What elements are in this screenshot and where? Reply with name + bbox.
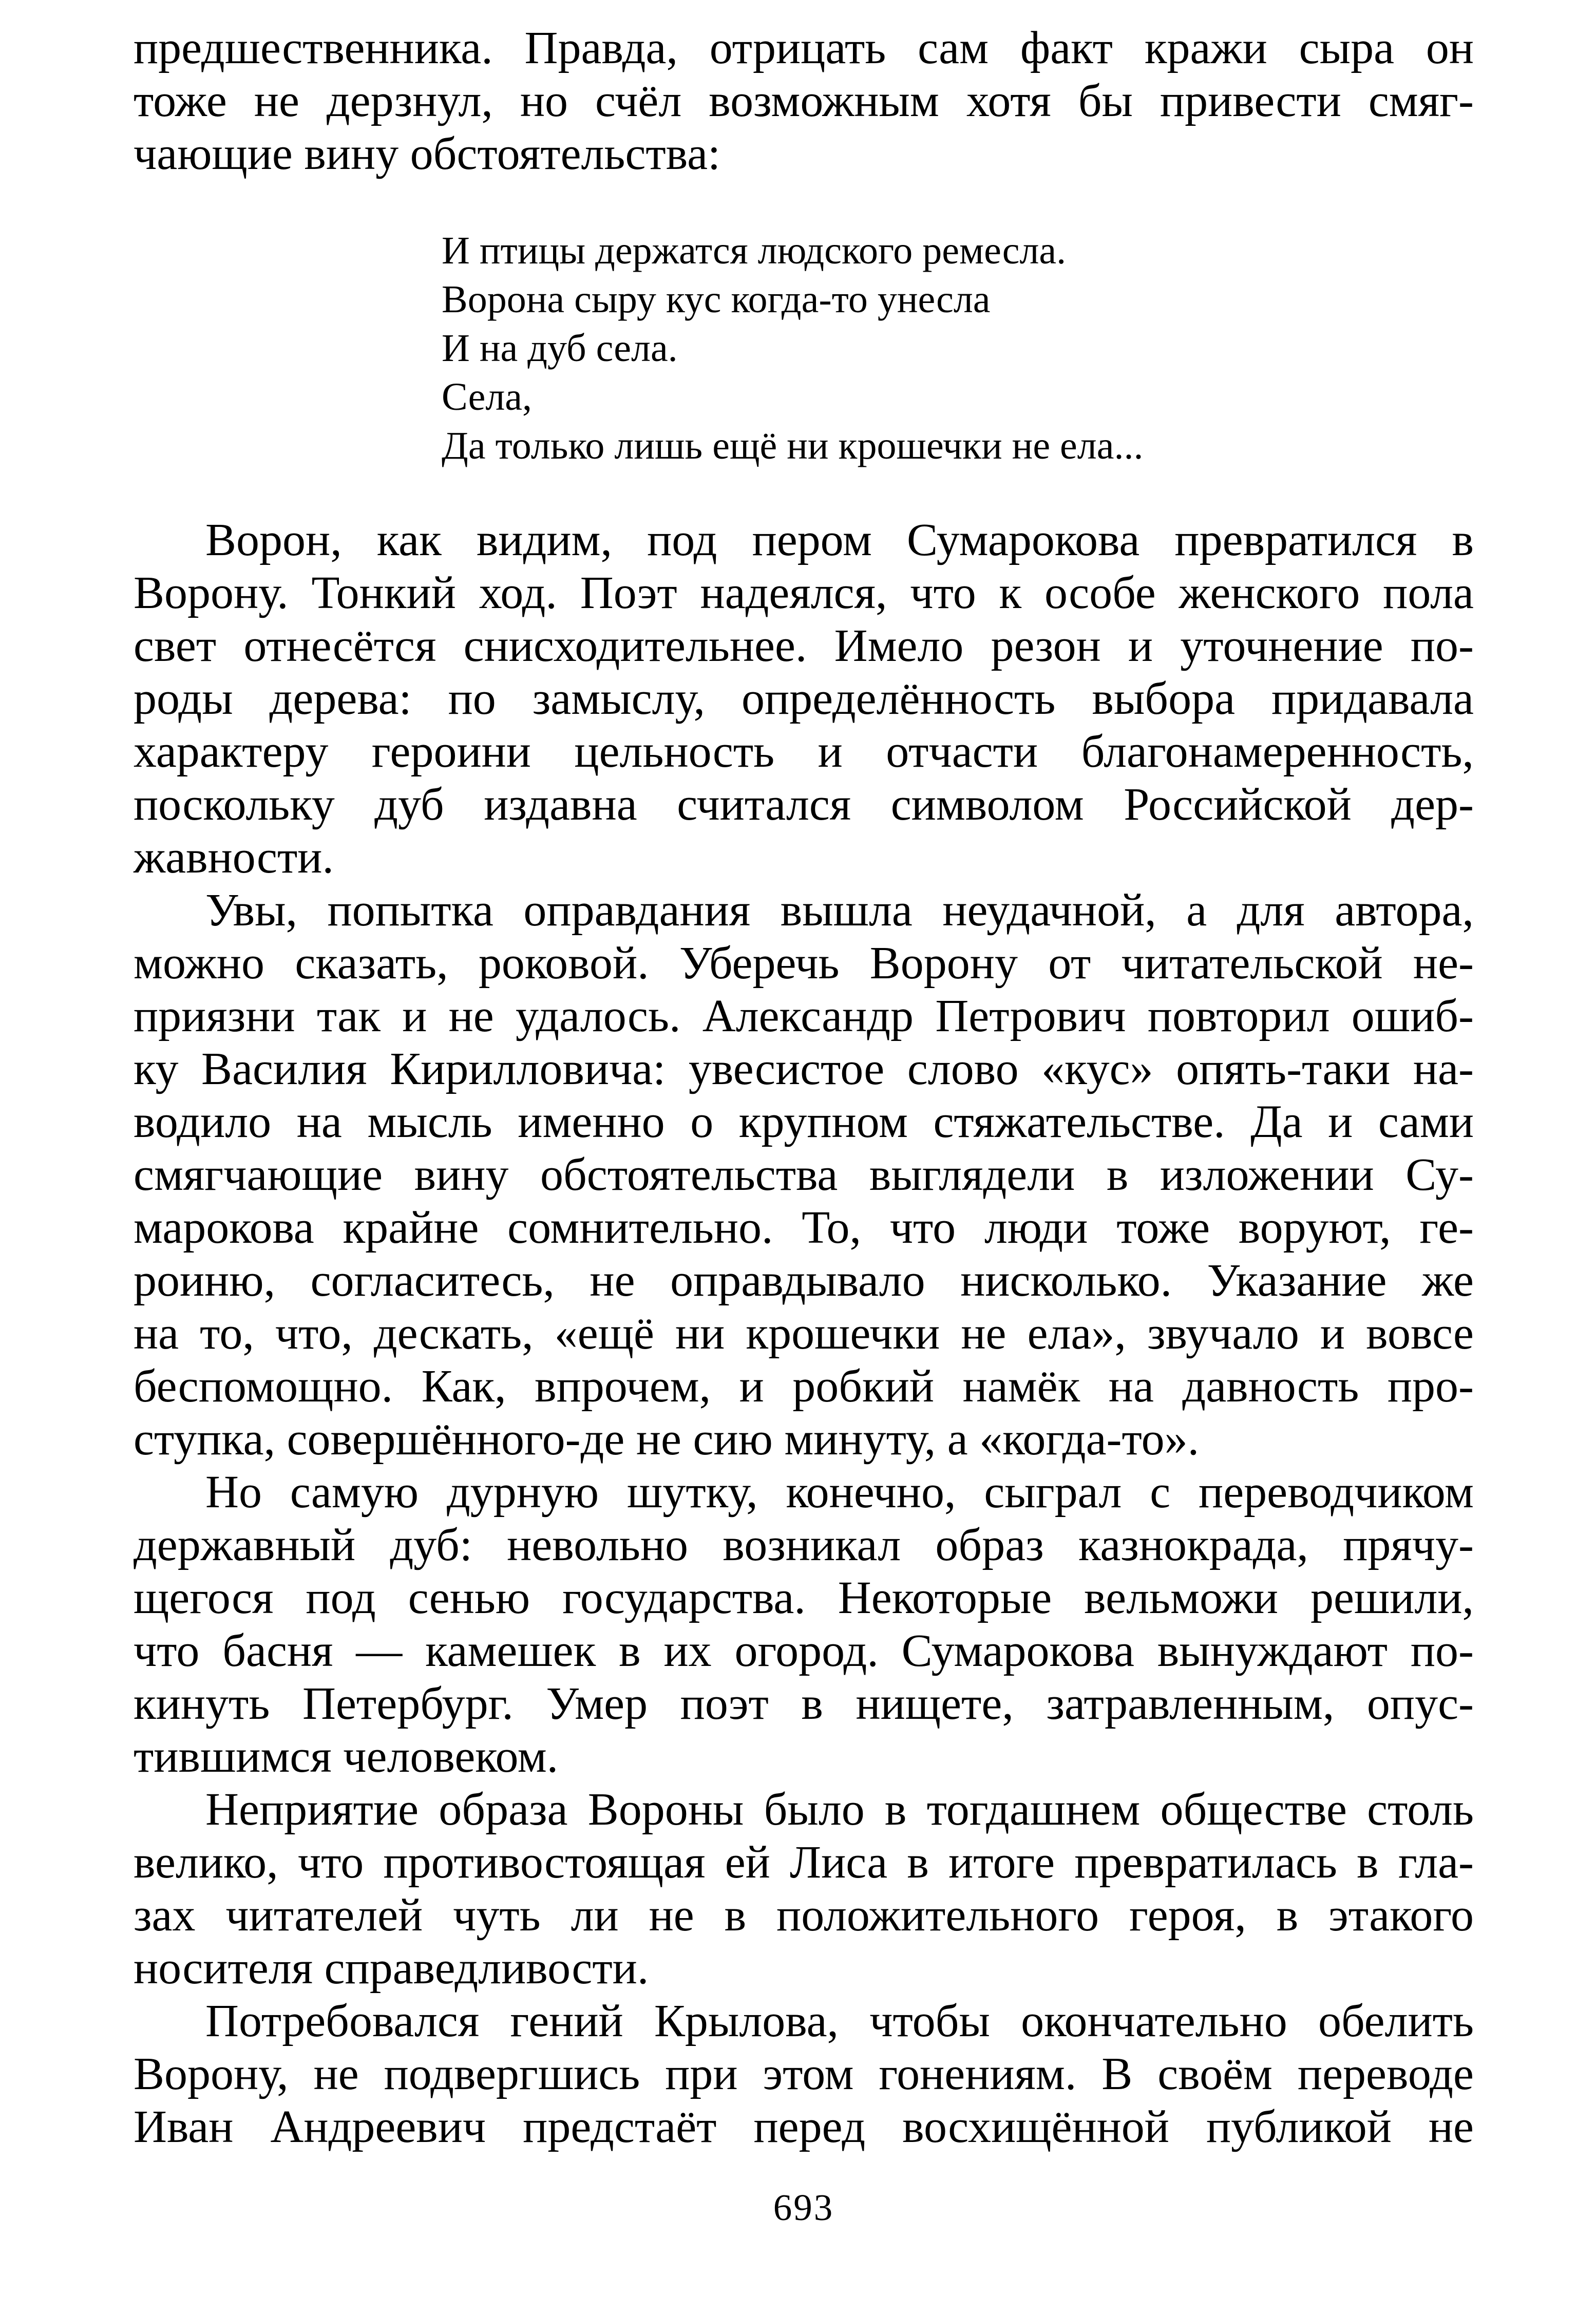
text-line: тившимся человеком. bbox=[134, 1731, 559, 1782]
text-line: беспомощно. Как, впрочем, и робкий намёк на давность про- bbox=[134, 1361, 1474, 1412]
text-line: носителя справедливости. bbox=[134, 1943, 649, 1994]
text-line: Иван Андреевич предстаёт перед восхищённой публикой не bbox=[134, 2101, 1474, 2152]
text-line: зах читателей чуть ли не в положительного героя, в этакого bbox=[134, 1890, 1474, 1941]
text-line: роиню, согласитесь, не оправдывало нисколько. Указание же bbox=[134, 1255, 1474, 1306]
text-line: Неприятие образа Вороны было в тогдашнем обществе столь bbox=[205, 1784, 1474, 1835]
text-line: можно сказать, роковой. Уберечь Ворону от читательской не- bbox=[134, 938, 1474, 989]
text-line: ку Василия Кирилловича: увесистое слово «кус» опять-таки на- bbox=[134, 1044, 1474, 1094]
text-line: водило на мысль именно о крупном стяжательстве. Да и сами bbox=[134, 1096, 1474, 1147]
text-line: что басня — камешек в их огород. Сумарокова вынуждают по- bbox=[134, 1625, 1474, 1676]
text-line: Села, bbox=[442, 375, 533, 419]
text-line: предшественника. Правда, отрицать сам факт кражи сыра он bbox=[134, 23, 1474, 73]
paragraph bbox=[134, 22, 1474, 180]
text-line: державный дуб: невольно возникал образ казнокрада, прячу- bbox=[134, 1520, 1474, 1570]
text-line: роды дерева: по замыслу, определённость выбора придавала bbox=[134, 673, 1474, 724]
text-line: свет отнесётся снисходительнее. Имело резон и уточнение по- bbox=[134, 620, 1474, 671]
paragraph bbox=[134, 514, 1474, 884]
text-line: велико, что противостоящая ей Лиса в итоге превратилась в гла- bbox=[134, 1837, 1474, 1888]
text-line: чающие вину обстоятельства: bbox=[134, 128, 721, 179]
text-line: марокова крайне сомнительно. То, что люди тоже воруют, ге- bbox=[134, 1202, 1474, 1253]
body-text bbox=[134, 22, 1474, 2153]
text-line: И на дуб села. bbox=[442, 327, 678, 370]
text-line: ступка, совершённого-де не сию минуту, а «когда-то». bbox=[134, 1414, 1200, 1465]
text-line: Ворона сыру кус когда-то унесла bbox=[442, 278, 991, 321]
text-line: поскольку дуб издавна считался символом Российской дер- bbox=[134, 779, 1474, 830]
paragraph bbox=[134, 884, 1474, 1466]
text-line: Да только лишь ещё ни крошечки не ела... bbox=[442, 424, 1144, 467]
text-line: на то, что, дескать, «ещё ни крошечки не ела», звучало и вовсе bbox=[134, 1308, 1474, 1359]
text-line: Потребовался гений Крылова, чтобы окончательно обелить bbox=[205, 1996, 1474, 2046]
verse-block bbox=[442, 226, 1474, 470]
paragraph bbox=[134, 1783, 1474, 1995]
text-line: кинуть Петербург. Умер поэт в нищете, затравленным, опус- bbox=[134, 1678, 1474, 1729]
text-line: Ворону, не подвергшись при этом гонениям. В своём переводе bbox=[134, 2049, 1474, 2099]
text-line: приязни так и не удалось. Александр Петрович повторил ошиб- bbox=[134, 991, 1474, 1041]
text-line: Увы, попытка оправдания вышла неудачной, а для автора, bbox=[205, 885, 1474, 936]
text-line: характеру героини цельность и отчасти благонамеренность, bbox=[134, 726, 1474, 777]
text-line: Но самую дурную шутку, конечно, сыграл с переводчиком bbox=[205, 1467, 1474, 1518]
paragraph bbox=[134, 1466, 1474, 1783]
text-line: И птицы держатся людского ремесла. bbox=[442, 229, 1067, 272]
page-number: 693 bbox=[773, 2187, 834, 2228]
text-line: щегося под сенью государства. Некоторые вельможи решили, bbox=[134, 1572, 1474, 1623]
text-line: смягчающие вину обстоятельства выглядели в изложении Су- bbox=[134, 1149, 1474, 1200]
text-line: Ворон, как видим, под пером Сумарокова превратился в bbox=[205, 515, 1474, 565]
text-line: жавности. bbox=[134, 832, 334, 883]
text-line: Ворону. Тонкий ход. Поэт надеялся, что к особе женского пола bbox=[134, 567, 1474, 618]
paragraph bbox=[134, 1995, 1474, 2153]
text-line: тоже не дерзнул, но счёл возможным хотя бы привести смяг- bbox=[134, 75, 1474, 126]
